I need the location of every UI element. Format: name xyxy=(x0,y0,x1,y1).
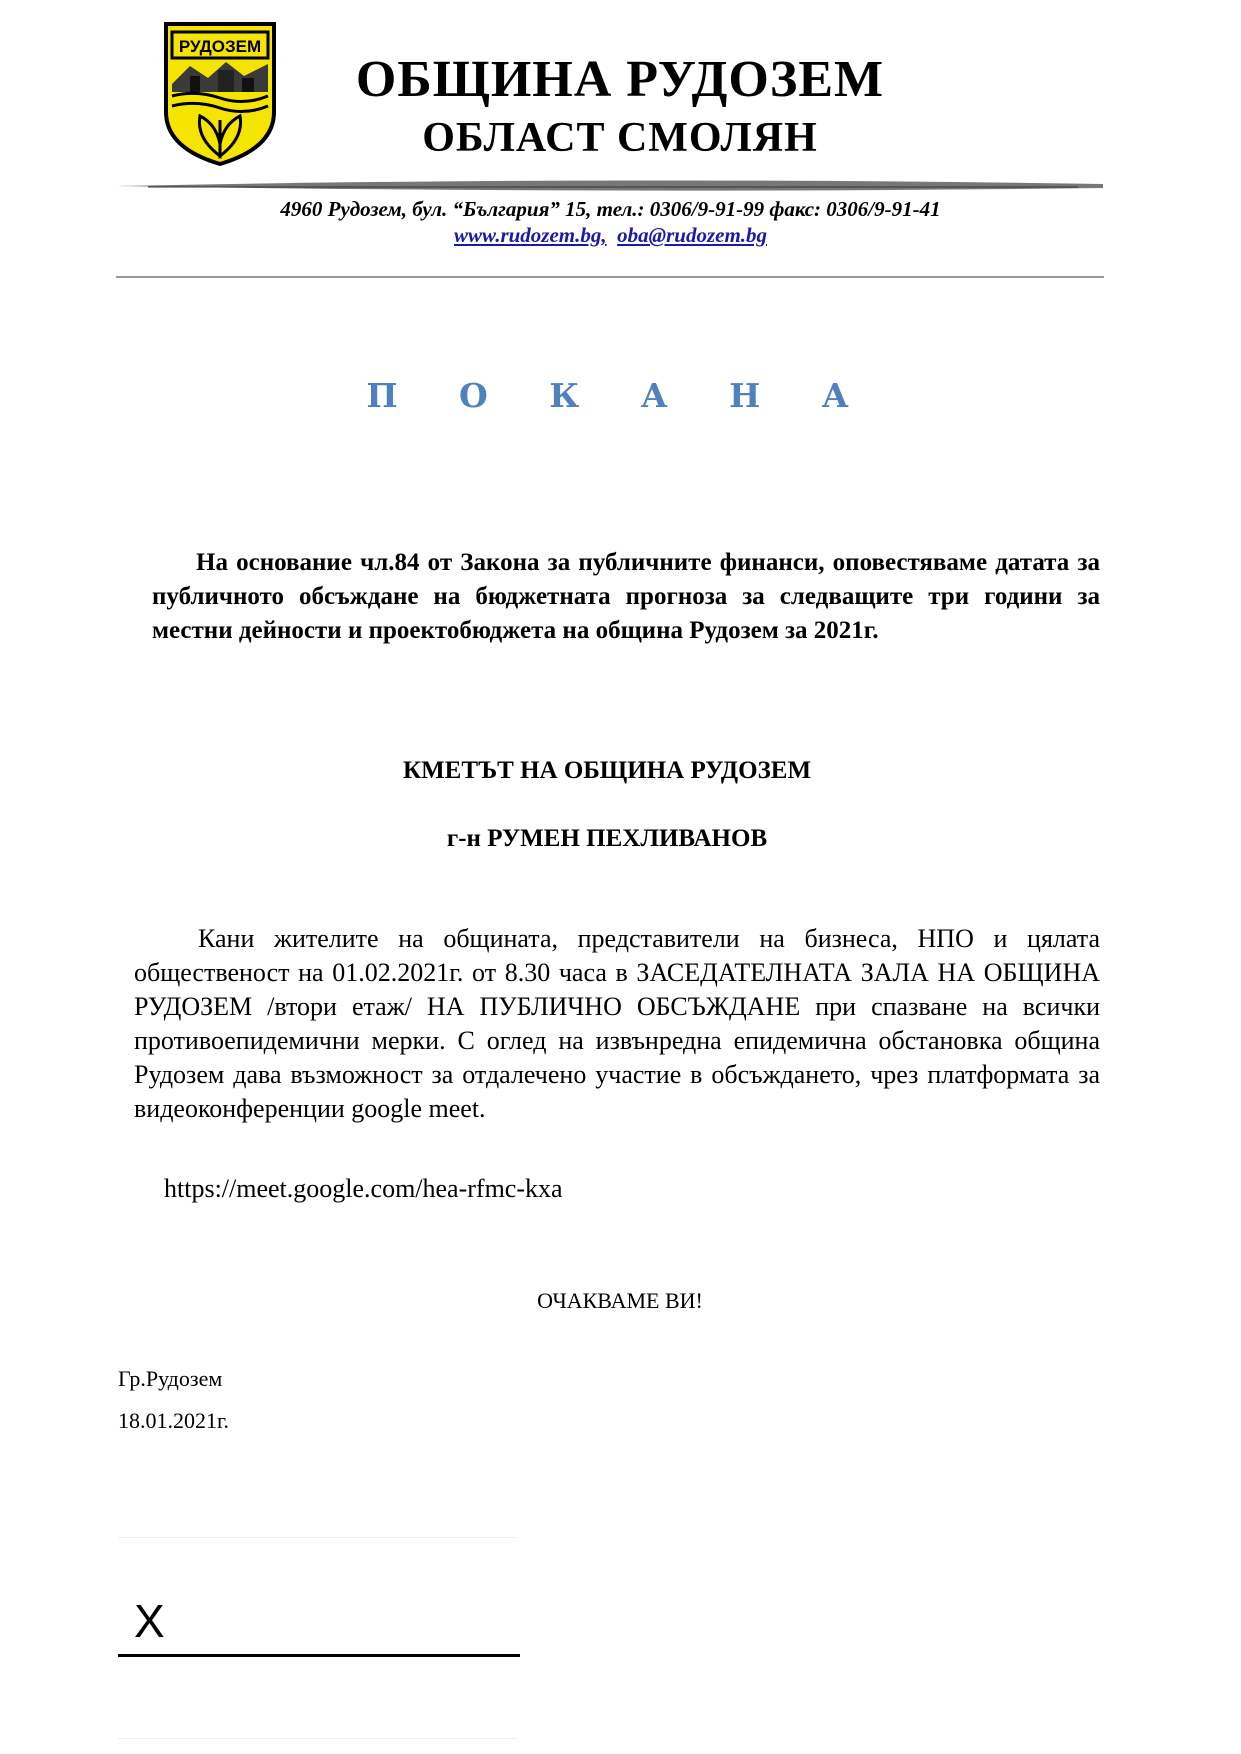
signature-mark: X xyxy=(134,1595,165,1647)
municipality-name: ОБЩИНА РУДОЗЕМ xyxy=(355,51,885,108)
intro-paragraph: На основание чл.84 от Закона за публичните финанси, оповестяваме датата за публичното обсъждане на бюджетната прогноза за следващите три години за местни дейности и проектобюджета на община Рудозем за 2021г. xyxy=(152,549,1100,644)
header-divider xyxy=(118,178,1103,194)
signature-line xyxy=(118,1654,520,1657)
signature-top-border xyxy=(118,1537,518,1538)
header-bottom-rule xyxy=(116,276,1104,278)
meeting-link[interactable]: https://meet.google.com/hea-rfmc-kxa xyxy=(164,1174,563,1203)
email-link[interactable]: oba@rudozem.bg xyxy=(617,223,768,247)
website-link[interactable]: www.rudozem.bg, xyxy=(453,223,607,247)
date-line: 18.01.2021г. xyxy=(118,1408,230,1433)
mayor-title: КМЕТЪТ НА ОБЩИНА РУДОЗЕМ xyxy=(402,757,812,784)
mayor-name: г-н РУМЕН ПЕХЛИВАНОВ xyxy=(446,825,768,852)
region-name: ОБЛАСТ СМОЛЯН xyxy=(422,115,818,161)
contact-links xyxy=(118,222,1103,248)
logo-text: РУДОЗЕМ xyxy=(178,37,262,56)
place-line: Гр.Рудозем xyxy=(118,1366,223,1391)
document-title: П О К А Н А xyxy=(366,376,874,415)
signature-bottom-border xyxy=(118,1738,518,1739)
contact-address: 4960 Рудозем, бул. “България” 15, тел.: 0306/9-91-99 факс: 0306/9-91-41 xyxy=(280,197,941,221)
closing-line: ОЧАКВАМЕ ВИ! xyxy=(537,1288,703,1313)
invitation-paragraph: Кани жителите на общината, представители на бизнеса, НПО и цялата общественост на 01.02.2021г. от 8.30 часа в ЗАСЕДАТЕЛНАТА ЗАЛА НА ОБЩИНА РУДОЗЕМ /втори етаж/ НА ПУБЛИЧНО ОБСЪЖДАНЕ при спазване на всички противоепидемични мерки. С оглед на извънредна епидемична обстановка община Рудозем дава възможност за отдалечено участие в обсъждането, чрез платформата за видеоконференции google meet. xyxy=(134,924,1100,1123)
municipality-crest-logo xyxy=(160,20,280,168)
